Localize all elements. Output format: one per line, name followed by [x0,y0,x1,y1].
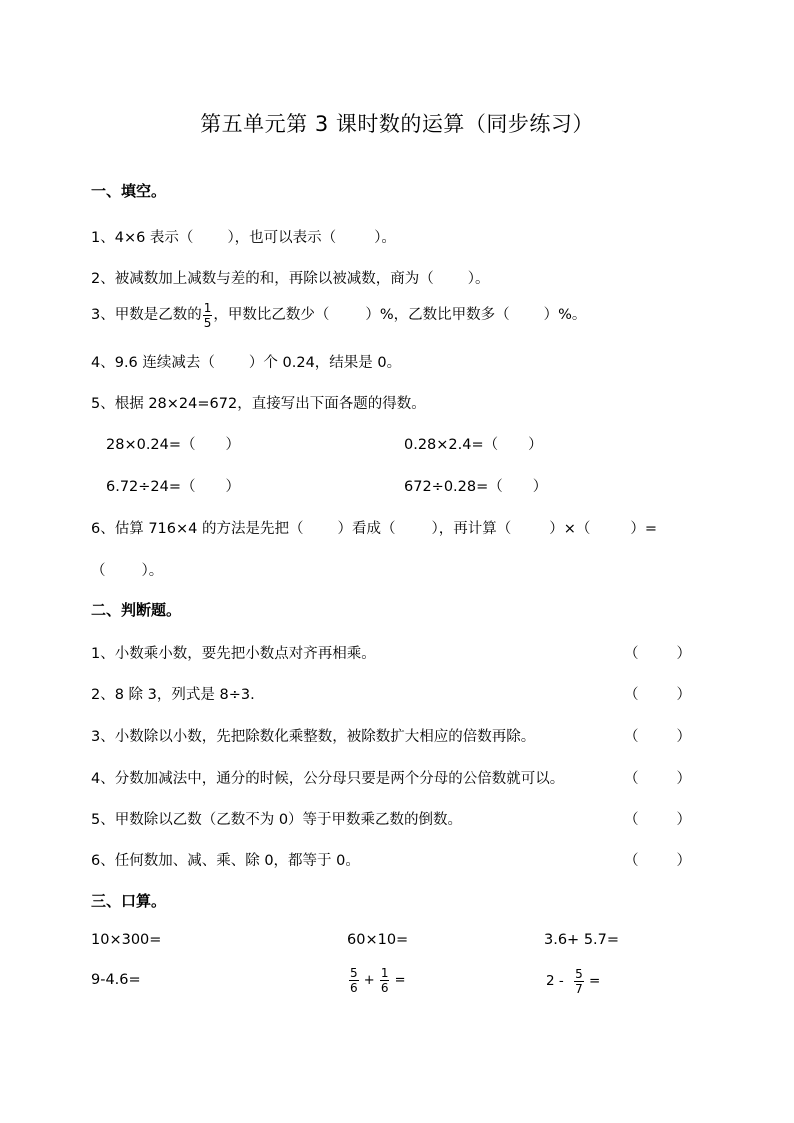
mental-math-4: 9-4.6= [91,972,141,988]
judge-answer-6[interactable] [624,849,691,870]
two-minus: 2 - [546,973,564,989]
equals-sign: = [394,973,406,988]
q6-text-f: （ [91,563,106,579]
q5-item-3-close: ） [225,479,241,495]
paren-left: （ [624,853,639,869]
fraction-numerator: 1 [203,300,212,315]
paren-right: ） [676,687,691,703]
mental-math-3: 3.6+ 5.7= [544,932,620,948]
paren-right: ） [676,771,691,787]
question-1-2 [91,267,489,288]
question-1-3 [91,298,586,332]
q5-item-1-text: 28×0.24=（ [106,437,196,453]
judge-item-6: 6、任何数加、减、乘、除 0，都等于 0。 [91,853,360,869]
fraction-denominator: 6 [380,981,389,995]
fraction-numerator: 5 [350,966,358,980]
mental-math-6 [546,962,600,1000]
fraction-five-sevenths [574,968,584,995]
paren-left: （ [624,687,639,703]
fraction-denominator: 6 [350,981,358,995]
page-title: 第五单元第 3 课时数的运算（同步练习） [200,112,594,136]
equals-sign: = [589,973,601,989]
q5-item-2 [404,433,543,454]
mental-math-2: 60×10= [347,932,409,948]
q6-text-d: ）×（ [549,521,591,537]
question-1-1 [91,226,396,247]
q5-item-1-close: ） [225,437,241,453]
question-1-6-cont [91,559,163,580]
plus-sign: + [363,973,375,988]
section-heading-true-false: 二、判断题。 [91,601,182,619]
fraction-numerator: 1 [380,966,389,980]
paren-right: ） [676,853,691,869]
fraction-denominator: 5 [203,315,212,330]
question-1-6 [91,517,657,538]
q3-text-a: 3、甲数是乙数的 [91,307,202,323]
q6-text-a: 6、估算 716×4 的方法是先把（ [91,521,304,537]
judge-answer-5[interactable] [624,808,691,829]
q1-text-c: ）。 [374,230,396,246]
q6-text-b: ）看成（ [337,521,396,537]
paren-left: （ [624,812,639,828]
q3-text-b: ，甲数比乙数少（ [213,307,330,323]
q1-text-a: 1、4×6 表示（ [91,230,194,246]
mental-math-5 [348,962,406,1000]
fraction-one-fifth [203,302,213,329]
fraction-five-sixths [349,967,359,994]
q4-text-b: ）个 0.24，结果是 0。 [248,355,402,371]
judge-answer-3[interactable] [624,725,691,746]
q5-item-2-close: ） [528,437,543,453]
judge-item-1: 1、小数乘小数，要先把小数点对齐再相乘。 [91,646,376,662]
section-heading-mental-math: 三、口算。 [91,892,167,910]
paren-left: （ [624,646,639,662]
q3-text-c: ）%，乙数比甲数多（ [365,307,510,323]
q3-text-d: ）%。 [543,307,587,323]
judge-answer-2[interactable] [624,683,691,704]
judge-item-5: 5、甲数除以乙数（乙数不为 0）等于甲数乘乙数的倒数。 [91,812,463,828]
judge-item-3: 3、小数除以小数，先把除数化乘整数，被除数扩大相应的倍数再除。 [91,729,536,745]
paren-right: ） [676,646,691,662]
q5-item-4 [404,475,547,496]
question-1-5: 5、根据 28×24=672，直接写出下面各题的得数。 [91,396,426,412]
section-heading-fill-blank: 一、填空。 [91,182,167,200]
question-1-4 [91,351,401,372]
paren-right: ） [676,729,691,745]
paren-right: ） [676,812,691,828]
q2-text-b: ）。 [467,271,490,287]
q5-item-3-text: 6.72÷24=（ [106,479,196,495]
paren-left: （ [624,729,639,745]
q5-item-1 [106,433,240,454]
judge-item-2: 2、8 除 3，列式是 8÷3. [91,687,255,703]
judge-item-4: 4、分数加减法中，通分的时候，公分母只要是两个分母的公倍数就可以。 [91,771,565,787]
q6-text-e: ）= [630,521,658,537]
judge-answer-1[interactable] [624,642,691,663]
q6-text-c: ），再计算（ [431,521,512,537]
judge-answer-4[interactable] [624,767,691,788]
q6-text-g: ）。 [141,563,164,579]
q2-text-a: 2、被减数加上减数与差的和，再除以被减数，商为（ [91,271,434,287]
fraction-numerator: 5 [575,966,583,981]
fraction-one-sixth [380,967,390,994]
q5-item-4-close: ） [532,479,548,495]
mental-math-1: 10×300= [91,932,162,948]
q1-text-b: ），也可以表示（ [227,230,337,246]
q5-item-4-text: 672÷0.28=（ [404,479,503,495]
fraction-denominator: 7 [575,981,583,996]
q4-text-a: 4、9.6 连续减去（ [91,355,215,371]
paren-left: （ [624,771,639,787]
q5-item-3 [106,475,240,496]
q5-item-2-text: 0.28×2.4=（ [404,437,499,453]
